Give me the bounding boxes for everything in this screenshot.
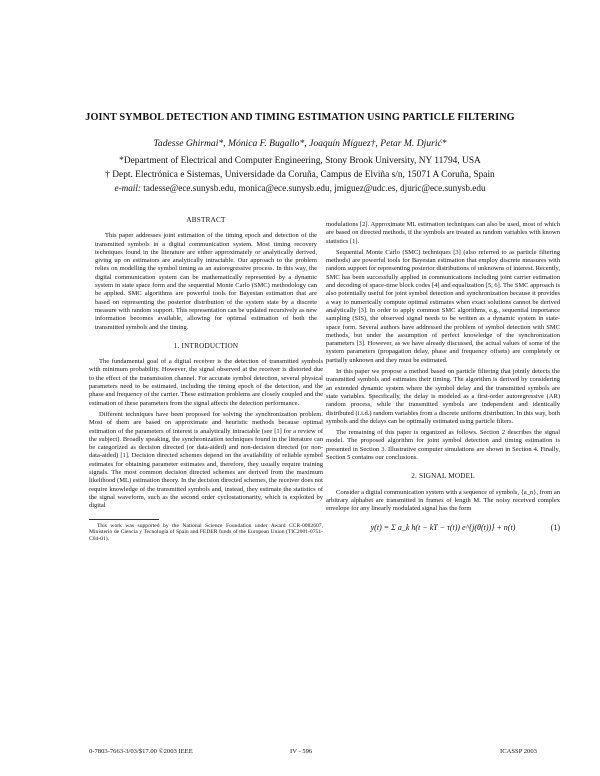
email-label: e-mail: [114,183,141,193]
right-paragraph-4: The remaining of this paper is organized as follows. Section 2 describes the signal model. The proposed algorithm for joint symbol detection and timing estimation is presented in Section 3. Illustrative computer simulations are shown in Section 4. Finally, Section 5 contains our conclusions. [326,429,560,462]
signal-model-text: Consider a digital communication system with a sequence of symbols, {a_n}, from an arbitrary alphabet are transmitted in frames of length M. The noisy received complex envelope for any linearly modulated signal has the form [326,488,560,513]
paper-title: JOINT SYMBOL DETECTION AND TIMING ESTIMATION USING PARTICLE FILTERING [85,112,515,123]
intro-paragraph-2: Different techniques have been proposed for solving the synchronization problem. Most of them are based on approximate and heuristic methods because optimal estimation of the parameters of interest is analytically intractable (see [1] for a review of the subject). Broadly speaking, the synchronization techniques found in the literature can be categorized as decision directed (or data-aided) and non-decision directed (or non-data-aided) [1]. Decision directed schemes depend on the availability of reliable symbol estimates for obtaining parameter estimates and, therefore, they usually require training signals. The most common decision directed schemes are derived from the maximum likelihood (ML) estimation theory. In the decision directed schemes, the receiver does not require knowledge of the transmitted symbols and, instead, they estimate the statistics of the signal waveform, such as the second order cyclostationarity, which is exploited by digital [89,410,323,510]
funding-footnote: This work was supported by the National Science Foundation under Award CCR-0082607, Ministerio de Ciencia y Tecnología of Spain and FEDER funds of the European Union (TIC2001-0751-C04-01). [89,522,323,543]
footer-page-number: IV - 596 [290,748,313,755]
intro-paragraph-1: The fundamental goal of a digital receiver is the detection of transmitted symbols with minimum probability. However, the signal observed at the receiver is distorted due to the effect of the transmission channel. For accurate symbol detection, several physical parameters need to be estimated, including the timing epoch of the detection, and the phase and frequency of the carrier. These estimation problems are closely coupled and the estimation of these parameters from the signal affects the detection performance. [89,358,323,407]
right-paragraph-1: modulations [2]. Approximate ML estimation techniques can also be used, most of which are based on directed methods, if the symbols are treated as random variables with known statistics [1]. [326,221,560,245]
abstract-block [89,232,323,332]
signal-model-heading: 2. SIGNAL MODEL [411,472,475,481]
footer-copyright: 0-7803-7663-3/03/$17.00 ©2003 IEEE [89,748,193,755]
affiliation-1: *Department of Electrical and Computer Engineering, Stony Brook University, NY 11794, USA [119,156,481,166]
email-addresses: tadesse@ece.sunysb.edu, monica@ece.sunysb.edu, jmiguez@udc.es, djuric@ece.sunysb.edu [143,183,486,193]
right-paragraph-2: Sequential Monte Carlo (SMC) techniques [3] (also referred to as particle filtering methods) are powerful tools for Bayesian estimation that employ discrete measures with random support for representing posterior distributions of unknowns of interest. Recently, SMC has been successfully applied in communications including joint carrier estimation and decoding of space-time block codes [4] and equalization [5, 6]. The SMC approach is also potentially useful for joint symbol detection and synchronization because it provides a way to numerically compute optimal estimates when exact solutions cannot be derived analytically [3]. In order to apply common SMC algorithms, e.g., sequential importance sampling (SIS), the observed signal needs to be written as a dynamic system in state-space form. Several authors have addressed the problem of symbol detection with SMC methods, but under the assumption of perfect knowledge of the synchronization parameters [3]. However, as we have already discussed, the actual values of some of the system parameters (propagation delay, phase and frequency offsets) are completely or partially unknown and they must be estimated. [326,248,560,364]
author-list: Tadesse Ghirmai*, Mónica F. Bugallo*, Joaquín Míguez†, Petar M. Djurić* [153,138,447,149]
equation-1 [326,524,560,532]
abstract-heading: ABSTRACT [186,216,226,224]
equation-number: (1) [550,522,560,532]
footnote-divider [89,519,159,520]
footer-conference: ICASSP 2003 [500,748,537,755]
affiliation-2: † Dept. Electrónica e Sistemas, Universidade da Coruña, Campus de Elviña s/n, 15071 A Coruña, Spain [105,170,495,180]
right-column [326,221,560,536]
abstract-text: This paper addresses joint estimation of the timing epoch and detection of the transmitted symbols in a digital communication system. Most timing recovery techniques found in the literature are either approximately or analytically derived, giving up on estimators are analytically intractable. Our approach to the problem relies on modelling the symbol timing as an autoregressive process. In this way, the digital communication system can be mathematically represented by a dynamic system in state space form and the sequential Monte Carlo (SMC) methodology can be applied. SMC algorithms are powerful tools for Bayesian estimation that are based on representing the posterior distribution of the system state by a discrete measure with random support. This representation can be updated recursively as new information becomes available, allowing for optimal estimation of both the transmitted symbols and the timing. [95,232,317,331]
email-line [0,183,600,193]
introduction-heading: 1. INTRODUCTION [173,341,239,350]
left-column [89,216,323,546]
right-paragraph-3: In this paper we propose a method based on particle filtering that jointly detects the transmitted symbols and estimates their timing. The algorithm is derived by considering an extended dynamic system where the symbol delay and the transmitted symbols are state variables. Specifically, the delay is modeled as a first-order autoregressive (AR) random process, while the transmitted symbols are independent and identically distributed (i.i.d.) random variables from a discrete uniform distribution. In this way, both symbols and the delays can be optimally estimated using particle filters. [326,368,560,425]
equation-body: y(t) = Σ a_k h(t − kT − τ(t)) e^{j(θ(t))} + n(t) [370,522,516,532]
